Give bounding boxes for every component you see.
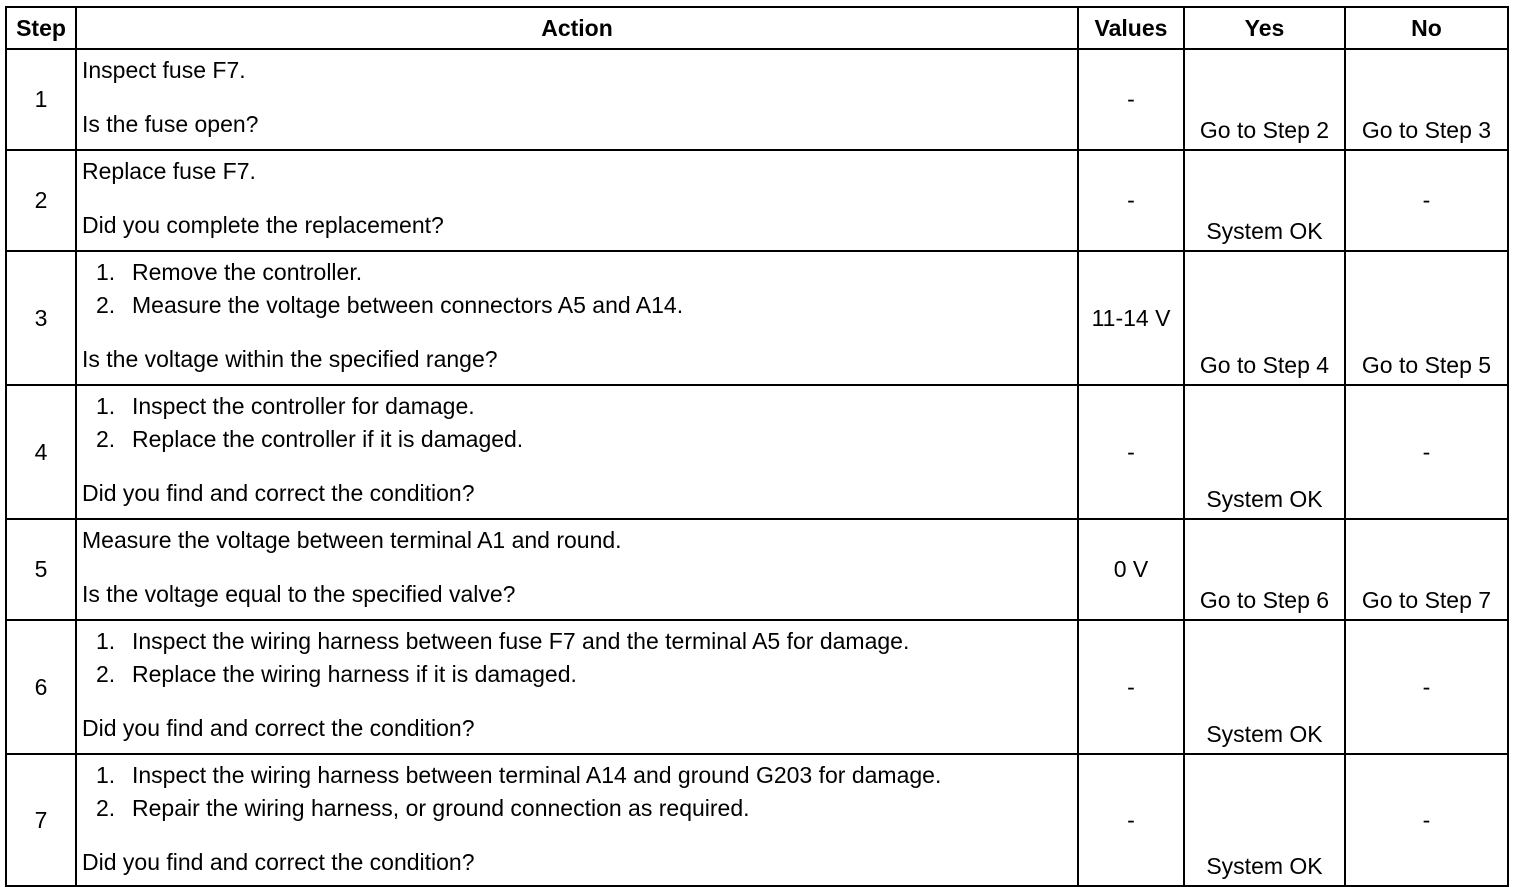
yes-cell: Go to Step 4 bbox=[1184, 251, 1345, 385]
table-row bbox=[6, 251, 1508, 385]
values-cell: 11-14 V bbox=[1078, 251, 1184, 385]
step-number: 7 bbox=[6, 754, 76, 886]
values-cell: - bbox=[1078, 49, 1184, 150]
substep bbox=[82, 390, 1073, 423]
substep-number: 2. bbox=[96, 661, 116, 687]
action-cell bbox=[76, 754, 1078, 886]
substep-text: Inspect the controller for damage. bbox=[132, 393, 475, 419]
action-question: Did you find and correct the condition? bbox=[82, 480, 475, 506]
substep-text: Remove the controller. bbox=[132, 259, 363, 285]
values-cell: - bbox=[1078, 754, 1184, 886]
table-header-row bbox=[6, 7, 1508, 49]
yes-cell: System OK bbox=[1184, 620, 1345, 754]
substep-number: 1. bbox=[96, 259, 116, 285]
substep-list bbox=[82, 759, 1073, 825]
values-cell: - bbox=[1078, 385, 1184, 519]
substep-number: 1. bbox=[96, 628, 116, 654]
step-number: 4 bbox=[6, 385, 76, 519]
no-cell: Go to Step 5 bbox=[1345, 251, 1508, 385]
values-cell: - bbox=[1078, 620, 1184, 754]
substep bbox=[82, 658, 1073, 691]
substep-list bbox=[82, 390, 1073, 456]
substep bbox=[82, 792, 1073, 825]
values-cell: - bbox=[1078, 150, 1184, 251]
table-row bbox=[6, 49, 1508, 150]
yes-cell: Go to Step 2 bbox=[1184, 49, 1345, 150]
table-row bbox=[6, 754, 1508, 886]
action-text: Measure the voltage between terminal A1 and round. bbox=[82, 527, 622, 553]
header-yes: Yes bbox=[1184, 7, 1345, 49]
header-action: Action bbox=[76, 7, 1078, 49]
substep bbox=[82, 256, 1073, 289]
no-cell: - bbox=[1345, 150, 1508, 251]
substep-text: Repair the wiring harness, or ground connection as required. bbox=[132, 795, 750, 821]
action-text: Replace fuse F7. bbox=[82, 158, 256, 184]
yes-cell: System OK bbox=[1184, 385, 1345, 519]
substep bbox=[82, 759, 1073, 792]
no-cell: Go to Step 3 bbox=[1345, 49, 1508, 150]
action-question: Is the fuse open? bbox=[82, 111, 259, 137]
substep-number: 2. bbox=[96, 292, 116, 318]
action-cell bbox=[76, 150, 1078, 251]
no-cell: Go to Step 7 bbox=[1345, 519, 1508, 620]
action-cell bbox=[76, 385, 1078, 519]
table-row bbox=[6, 150, 1508, 251]
no-cell: - bbox=[1345, 385, 1508, 519]
action-cell bbox=[76, 49, 1078, 150]
table-row bbox=[6, 385, 1508, 519]
step-number: 3 bbox=[6, 251, 76, 385]
step-number: 1 bbox=[6, 49, 76, 150]
substep-text: Replace the controller if it is damaged. bbox=[132, 426, 524, 452]
substep-number: 1. bbox=[96, 393, 116, 419]
diagnostic-table bbox=[5, 6, 1509, 887]
substep-number: 2. bbox=[96, 426, 116, 452]
substep bbox=[82, 423, 1073, 456]
header-values: Values bbox=[1078, 7, 1184, 49]
substep-text: Replace the wiring harness if it is damaged. bbox=[132, 661, 577, 687]
substep-text: Inspect the wiring harness between terminal A14 and ground G203 for damage. bbox=[132, 762, 942, 788]
step-number: 2 bbox=[6, 150, 76, 251]
action-cell bbox=[76, 620, 1078, 754]
substep-list bbox=[82, 625, 1073, 691]
header-no: No bbox=[1345, 7, 1508, 49]
values-cell: 0 V bbox=[1078, 519, 1184, 620]
header-step: Step bbox=[6, 7, 76, 49]
yes-cell: Go to Step 6 bbox=[1184, 519, 1345, 620]
substep-number: 2. bbox=[96, 795, 116, 821]
substep bbox=[82, 625, 1073, 658]
substep-text: Inspect the wiring harness between fuse F7 and the terminal A5 for damage. bbox=[132, 628, 910, 654]
action-question: Is the voltage equal to the specified valve? bbox=[82, 581, 516, 607]
step-number: 5 bbox=[6, 519, 76, 620]
substep-list bbox=[82, 256, 1073, 322]
action-question: Did you find and correct the condition? bbox=[82, 849, 475, 875]
action-cell bbox=[76, 519, 1078, 620]
substep bbox=[82, 289, 1073, 322]
yes-cell: System OK bbox=[1184, 754, 1345, 886]
substep-text: Measure the voltage between connectors A5 and A14. bbox=[132, 292, 684, 318]
no-cell: - bbox=[1345, 620, 1508, 754]
action-cell bbox=[76, 251, 1078, 385]
action-text: Inspect fuse F7. bbox=[82, 57, 246, 83]
no-cell: - bbox=[1345, 754, 1508, 886]
step-number: 6 bbox=[6, 620, 76, 754]
table-row bbox=[6, 620, 1508, 754]
action-question: Did you complete the replacement? bbox=[82, 212, 444, 238]
table-row bbox=[6, 519, 1508, 620]
action-question: Is the voltage within the specified range? bbox=[82, 346, 498, 372]
action-question: Did you find and correct the condition? bbox=[82, 715, 475, 741]
diagnostic-table-container bbox=[5, 6, 1509, 887]
yes-cell: System OK bbox=[1184, 150, 1345, 251]
substep-number: 1. bbox=[96, 762, 116, 788]
